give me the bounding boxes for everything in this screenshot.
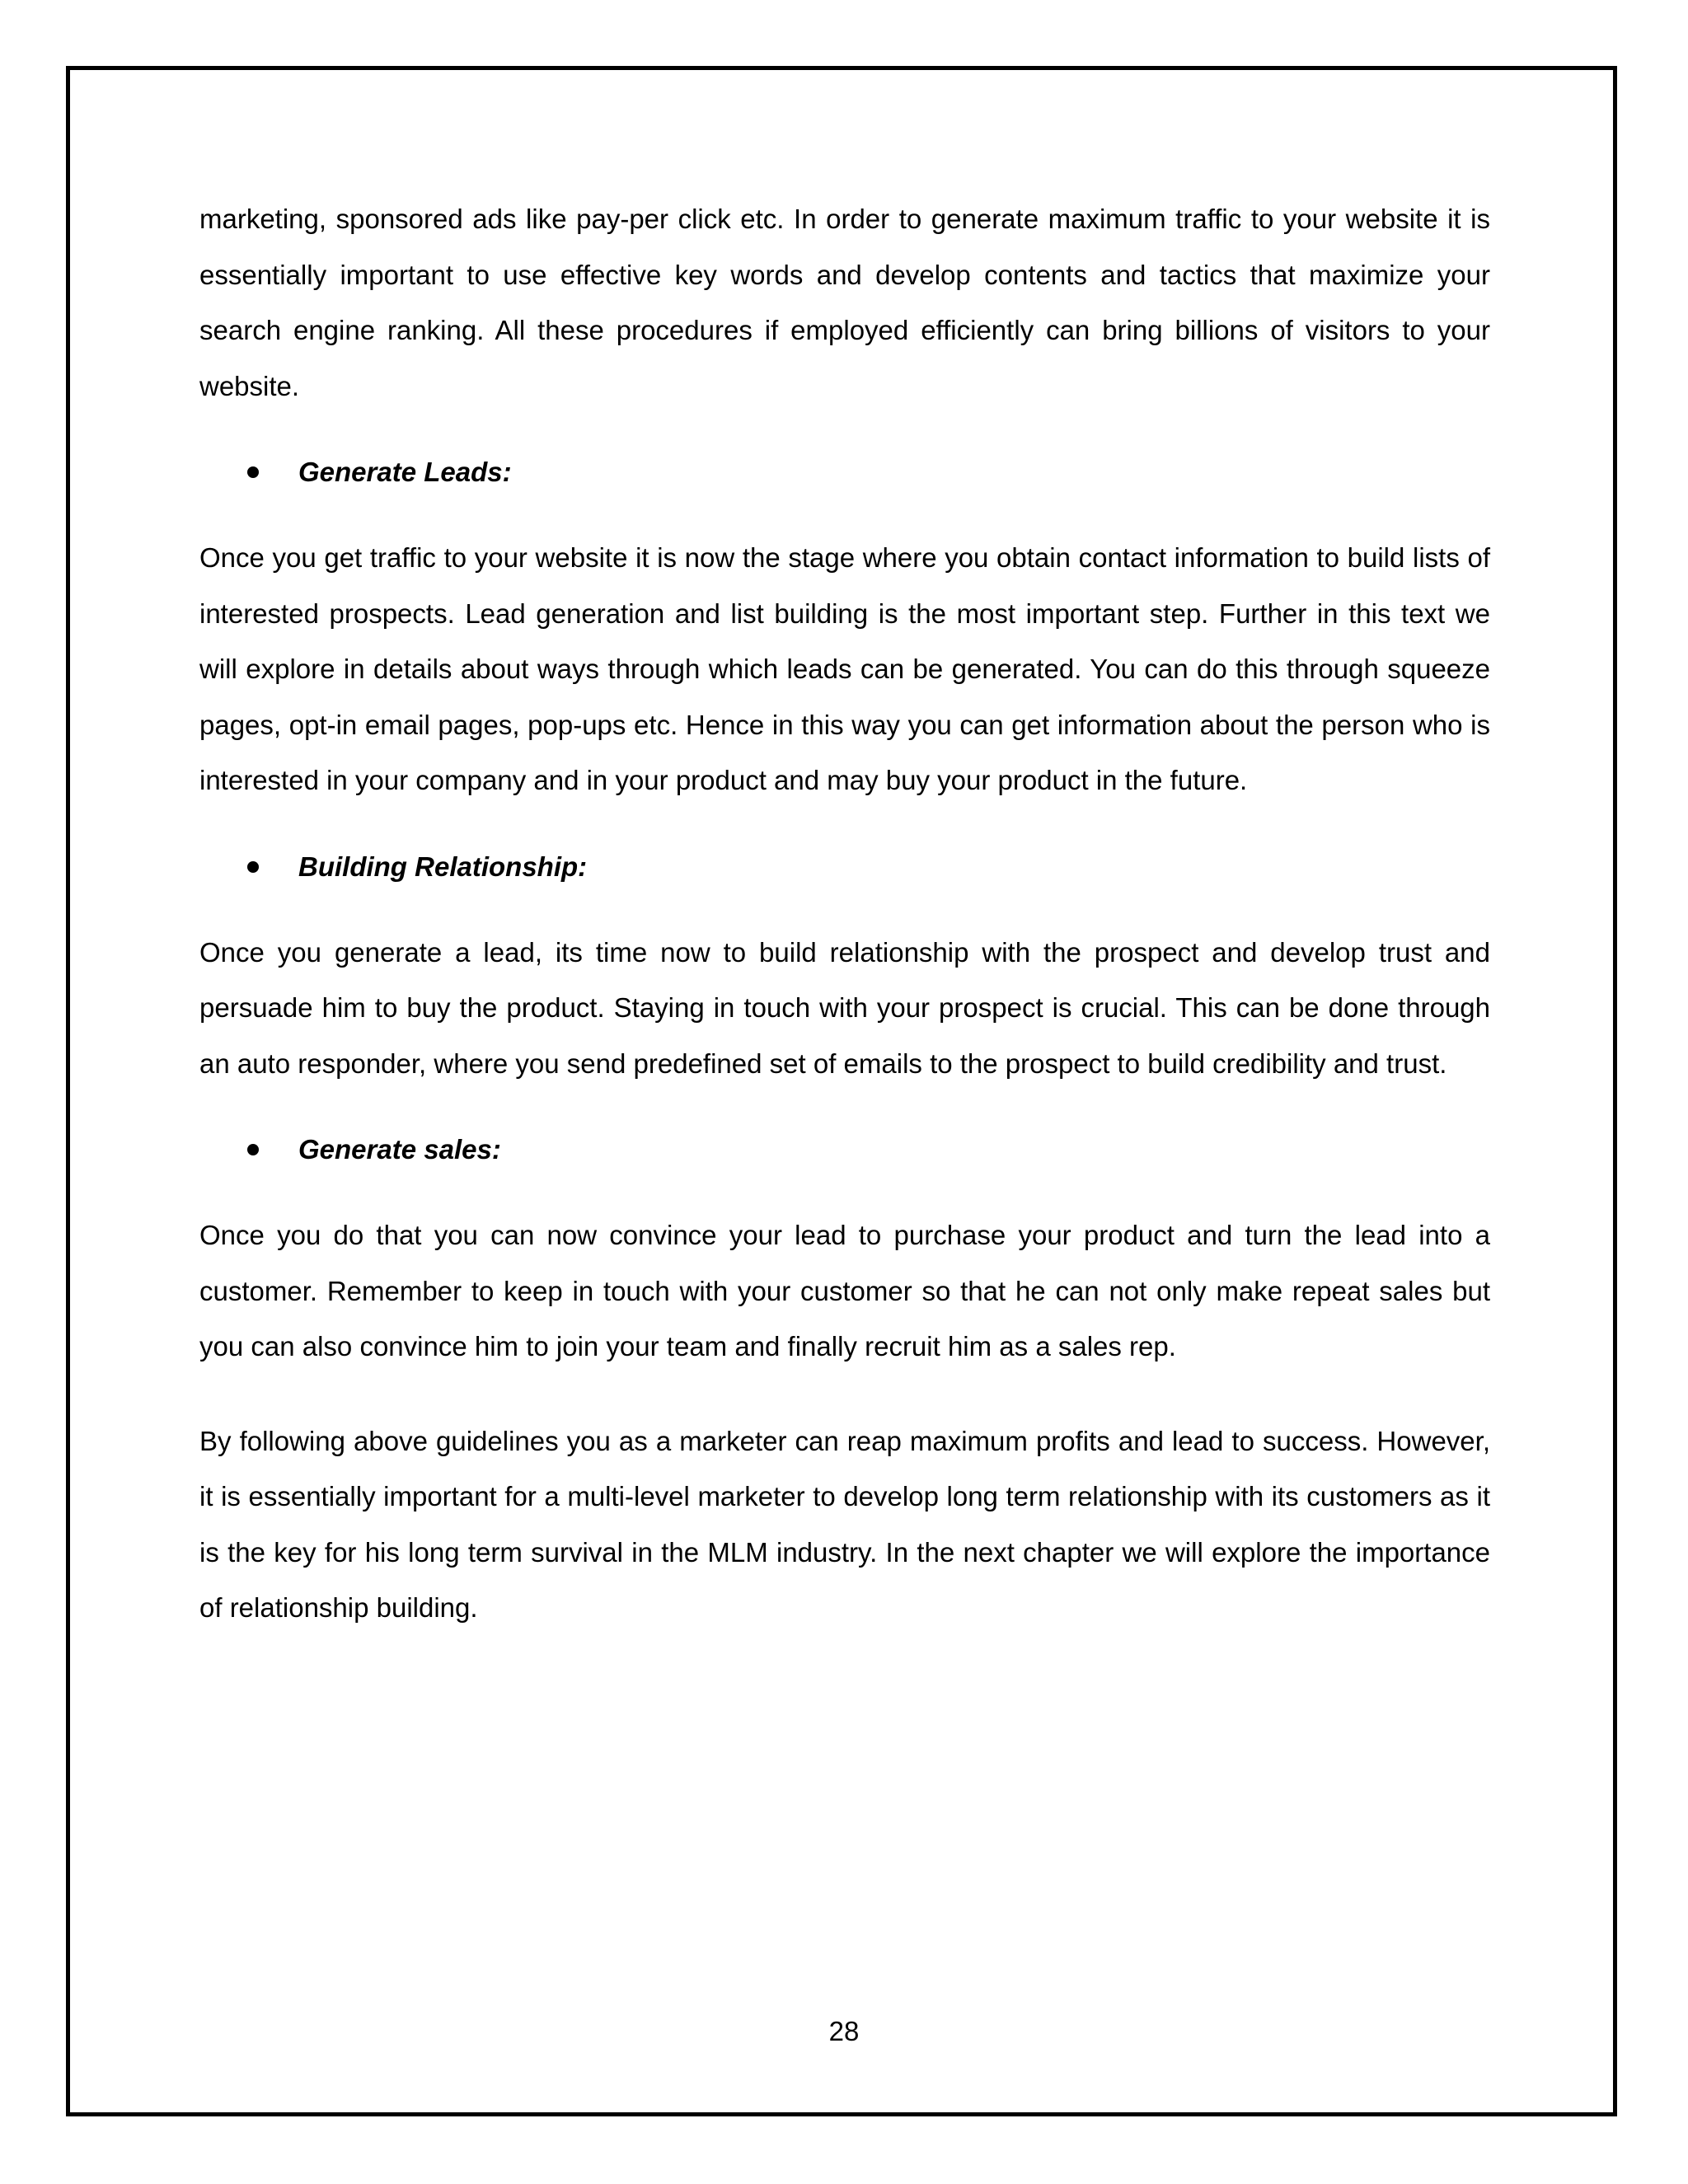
bullet-building-relationship <box>199 848 1490 885</box>
paragraph-relationship: Once you generate a lead, its time now to build relationship with the prospect and develop trust and persuade him to buy the product. Staying in touch with your prospect is crucial. This can be done through an auto responder, where you send predefined set of emails to the prospect to build credibility and trust. <box>199 936 1490 1079</box>
paragraph-sales: Once you do that you can now convince your lead to purchase your product and turn the lead into a customer. Remember to keep in touch with your customer so that he can not only make repeat sales but you can also convince him to join your team and finally recruit him as a sales rep. <box>199 1220 1490 1361</box>
bullet-heading-building-relationship: Building Relationship: <box>298 851 588 882</box>
bullet-heading-generate-leads: Generate Leads: <box>298 457 512 487</box>
paragraph-conclusion: By following above guidelines you as a marketer can reap maximum profits and lead to success. However, it is essentially important for a multi-level marketer to develop long term relationship with its customers as it is the key for his long term survival in the MLM industry. In the next chapter we will explore the importance of relationship building. <box>199 1425 1490 1623</box>
page-number: 28 <box>828 2016 860 2046</box>
page-content <box>199 191 1490 1636</box>
paragraph-leads: Once you get traffic to your website it is now the stage where you obtain contact information to build lists of interested prospects. Lead generation and list building is the most important step. Further in this text we will explore in details about ways through which leads can be generated. You can do this through squeeze pages, opt-in email pages, pop-ups etc. Hence in this way you can get information about the person who is interested in your company and in your product and may buy your product in the future. <box>199 542 1490 795</box>
bullet-dot-icon <box>247 1144 259 1155</box>
bullet-dot-icon <box>247 861 259 873</box>
bullet-dot-icon <box>247 466 259 478</box>
bullet-generate-sales <box>199 1131 1490 1168</box>
bullet-heading-generate-sales: Generate sales: <box>298 1134 501 1165</box>
paragraph-intro: marketing, sponsored ads like pay-per click etc. In order to generate maximum traffic to your website it is essentially important to use effective key words and develop contents and tactics that maximize your search engine ranking. All these procedures if employed efficiently can bring billions of visitors to your website. <box>199 204 1490 401</box>
bullet-generate-leads <box>199 453 1490 490</box>
